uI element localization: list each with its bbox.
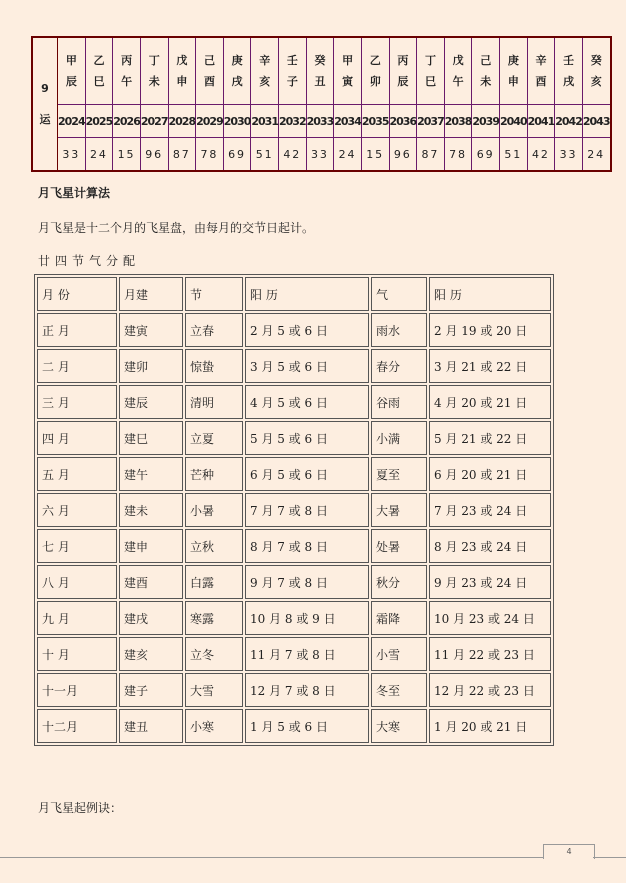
jieqi-cell: 立春 [185, 313, 243, 347]
jieqi-cell: 小暑 [185, 493, 243, 527]
stars-cell: 33 [306, 138, 334, 172]
jieqi-cell: 三 月 [37, 385, 117, 419]
ganzhi-cell [279, 37, 307, 105]
jieqi-cell: 立秋 [185, 529, 243, 563]
jieqi-row [37, 565, 551, 599]
branch: 巳 [424, 75, 436, 88]
branch: 寅 [342, 75, 354, 88]
ganzhi-cell [168, 37, 196, 105]
jieqi-cell: 白露 [185, 565, 243, 599]
stem: 戊 [176, 54, 188, 67]
jieqi-cell: 大暑 [371, 493, 427, 527]
ganzhi-cell [582, 37, 610, 105]
jieqi-cell: 九 月 [37, 601, 117, 635]
stem: 戊 [452, 54, 464, 67]
jieqi-cell: 5 月 21 或 22 日 [429, 421, 551, 455]
jieqi-cell: 12 月 22 或 23 日 [429, 673, 551, 707]
branch: 亥 [259, 75, 271, 88]
stem: 丙 [121, 54, 133, 67]
page-number: 4 [543, 844, 595, 859]
jieqi-cell: 9 月 23 或 24 日 [429, 565, 551, 599]
jieqi-cell: 建酉 [119, 565, 183, 599]
stem: 癸 [314, 54, 326, 67]
jieqi-cell: 小满 [371, 421, 427, 455]
stars-cell: 24 [334, 138, 362, 172]
ganzhi-cell [58, 37, 86, 105]
footer-rule [0, 857, 543, 858]
stem: 壬 [563, 54, 575, 67]
jieqi-cell: 建申 [119, 529, 183, 563]
jieqi-cell: 大雪 [185, 673, 243, 707]
jieqi-cell: 2 月 19 或 20 日 [429, 313, 551, 347]
jieqi-table [34, 274, 554, 746]
stars-cell: 96 [389, 138, 417, 172]
jieqi-cell: 芒种 [185, 457, 243, 491]
stars-cell: 24 [85, 138, 113, 172]
stars-cell: 42 [527, 138, 555, 172]
stars-cell: 15 [361, 138, 389, 172]
ganzhi-cell [500, 37, 528, 105]
stem: 丙 [397, 54, 409, 67]
jieqi-cell: 秋分 [371, 565, 427, 599]
stem: 甲 [65, 54, 77, 67]
jieqi-cell: 八 月 [37, 565, 117, 599]
jieqi-header-cell: 月建 [119, 277, 183, 311]
jieqi-cell: 7 月 7 或 8 日 [245, 493, 369, 527]
jieqi-header-cell: 气 [371, 277, 427, 311]
intro-text: 月飞星是十二个月的飞星盘，由每月的交节日起计。 [38, 221, 315, 235]
ganzhi-cell [389, 37, 417, 105]
jieqi-row [37, 385, 551, 419]
jieqi-cell: 夏至 [371, 457, 427, 491]
jieqi-cell: 小寒 [185, 709, 243, 743]
jieqi-cell: 四 月 [37, 421, 117, 455]
year-cell: 2024 [58, 105, 86, 138]
stars-cell: 87 [168, 138, 196, 172]
jieqi-row [37, 637, 551, 671]
branch: 戌 [231, 75, 243, 88]
stem: 甲 [342, 54, 354, 67]
jieqi-header-cell: 阳 历 [245, 277, 369, 311]
year-cell: 2035 [361, 105, 389, 138]
stem: 癸 [590, 54, 602, 67]
ganzhi-cell [196, 37, 224, 105]
stars-cell: 78 [196, 138, 224, 172]
jieqi-cell: 惊蛰 [185, 349, 243, 383]
jieqi-cell: 二 月 [37, 349, 117, 383]
stars-cell: 87 [417, 138, 445, 172]
jieqi-cell: 建未 [119, 493, 183, 527]
year-cell: 2041 [527, 105, 555, 138]
jieqi-cell: 建子 [119, 673, 183, 707]
ganzhi-cell [306, 37, 334, 105]
branch: 未 [480, 75, 492, 88]
section-title: 月飞星计算法 [38, 186, 111, 200]
jieqi-cell: 11 月 22 或 23 日 [429, 637, 551, 671]
jieqi-cell: 六 月 [37, 493, 117, 527]
stars-cell: 33 [58, 138, 86, 172]
jieqi-cell: 建辰 [119, 385, 183, 419]
jieqi-cell: 4 月 5 或 6 日 [245, 385, 369, 419]
stem: 丁 [424, 54, 436, 67]
stem: 己 [480, 54, 492, 67]
jieqi-cell: 建巳 [119, 421, 183, 455]
jieqi-header-cell: 阳 历 [429, 277, 551, 311]
ganzhi-cell [472, 37, 500, 105]
jieqi-cell: 十二月 [37, 709, 117, 743]
jieqi-cell: 3 月 21 或 22 日 [429, 349, 551, 383]
year-cell: 2034 [334, 105, 362, 138]
jieqi-cell: 12 月 7 或 8 日 [245, 673, 369, 707]
jieqi-cell: 立冬 [185, 637, 243, 671]
branch: 辰 [65, 75, 77, 88]
jieqi-cell: 谷雨 [371, 385, 427, 419]
jieqi-cell: 2 月 5 或 6 日 [245, 313, 369, 347]
jieqi-cell: 十一月 [37, 673, 117, 707]
jieqi-header-cell: 月 份 [37, 277, 117, 311]
ganzhi-row [32, 37, 611, 105]
jieqi-cell: 建午 [119, 457, 183, 491]
ganzhi-cell [555, 37, 583, 105]
ganzhi-cell [527, 37, 555, 105]
jieqi-row [37, 313, 551, 347]
jieqi-title: 廿四节气分配 [38, 254, 141, 268]
branch: 酉 [535, 75, 547, 88]
jieqi-cell: 七 月 [37, 529, 117, 563]
jieqi-header-cell: 节 [185, 277, 243, 311]
jieqi-cell: 1 月 5 或 6 日 [245, 709, 369, 743]
jieqi-cell: 处暑 [371, 529, 427, 563]
jieqi-cell: 10 月 8 或 9 日 [245, 601, 369, 635]
jieqi-cell: 3 月 5 或 6 日 [245, 349, 369, 383]
branch: 酉 [203, 75, 215, 88]
year-cell: 2042 [555, 105, 583, 138]
branch: 子 [286, 75, 298, 88]
stars-cell: 51 [500, 138, 528, 172]
ganzhi-cell [334, 37, 362, 105]
jieqi-cell: 小雪 [371, 637, 427, 671]
year-cell: 2032 [279, 105, 307, 138]
jieqi-row [37, 709, 551, 743]
stars-cell: 69 [472, 138, 500, 172]
jieqi-cell: 大寒 [371, 709, 427, 743]
stars-cell: 24 [582, 138, 610, 172]
ganzhi-cell [85, 37, 113, 105]
stem: 丁 [148, 54, 160, 67]
jieqi-cell: 8 月 7 或 8 日 [245, 529, 369, 563]
jieqi-cell: 9 月 7 或 8 日 [245, 565, 369, 599]
year-cell: 2029 [196, 105, 224, 138]
jieqi-row [37, 421, 551, 455]
jieqi-cell: 清明 [185, 385, 243, 419]
period-number: 9 [41, 82, 49, 95]
jieqi-row [37, 601, 551, 635]
branch: 卯 [369, 75, 381, 88]
jieqi-cell: 建卯 [119, 349, 183, 383]
branch: 亥 [590, 75, 602, 88]
ganzhi-cell [361, 37, 389, 105]
jieqi-cell: 霜降 [371, 601, 427, 635]
jieqi-cell: 6 月 5 或 6 日 [245, 457, 369, 491]
jieqi-cell: 4 月 20 或 21 日 [429, 385, 551, 419]
nine-period-table [31, 36, 612, 172]
stars-row [32, 138, 611, 172]
jieqi-cell: 7 月 23 或 24 日 [429, 493, 551, 527]
jieqi-cell: 冬至 [371, 673, 427, 707]
ganzhi-cell [444, 37, 472, 105]
jieqi-cell: 寒露 [185, 601, 243, 635]
branch: 戌 [563, 75, 575, 88]
year-cell: 2033 [306, 105, 334, 138]
year-cell: 2031 [251, 105, 279, 138]
stem: 庚 [507, 54, 519, 67]
branch: 申 [507, 75, 519, 88]
jieqi-row [37, 493, 551, 527]
stars-cell: 69 [223, 138, 251, 172]
jieqi-cell: 建戌 [119, 601, 183, 635]
year-cell: 2027 [140, 105, 168, 138]
year-cell: 2039 [472, 105, 500, 138]
jieqi-cell: 5 月 5 或 6 日 [245, 421, 369, 455]
year-cell: 2030 [223, 105, 251, 138]
jieqi-cell: 6 月 20 或 21 日 [429, 457, 551, 491]
stars-cell: 96 [140, 138, 168, 172]
branch: 午 [452, 75, 464, 88]
jieqi-row [37, 349, 551, 383]
jieqi-cell: 五 月 [37, 457, 117, 491]
jieqi-cell: 建丑 [119, 709, 183, 743]
jieqi-row [37, 529, 551, 563]
branch: 辰 [397, 75, 409, 88]
jieqi-cell: 1 月 20 或 21 日 [429, 709, 551, 743]
year-cell: 2025 [85, 105, 113, 138]
year-cell: 2036 [389, 105, 417, 138]
jieqi-header-row [37, 277, 551, 311]
stem: 庚 [231, 54, 243, 67]
year-cell: 2043 [582, 105, 610, 138]
jieqi-cell: 十 月 [37, 637, 117, 671]
stem: 辛 [535, 54, 547, 67]
ganzhi-cell [140, 37, 168, 105]
jieqi-cell: 立夏 [185, 421, 243, 455]
branch: 申 [176, 75, 188, 88]
branch: 午 [121, 75, 133, 88]
stars-cell: 42 [279, 138, 307, 172]
year-cell: 2026 [113, 105, 141, 138]
stars-cell: 33 [555, 138, 583, 172]
stem: 壬 [286, 54, 298, 67]
footer-rule-right [593, 857, 626, 858]
jieqi-cell: 11 月 7 或 8 日 [245, 637, 369, 671]
ganzhi-cell [417, 37, 445, 105]
branch: 丑 [314, 75, 326, 88]
period-label [32, 37, 58, 171]
year-cell: 2040 [500, 105, 528, 138]
jieqi-cell: 10 月 23 或 24 日 [429, 601, 551, 635]
stem: 乙 [369, 54, 381, 67]
stem: 辛 [259, 54, 271, 67]
branch: 未 [148, 75, 160, 88]
year-row [32, 105, 611, 138]
ganzhi-cell [223, 37, 251, 105]
footer-text: 月飞星起例诀： [38, 801, 123, 815]
jieqi-cell: 春分 [371, 349, 427, 383]
stem: 乙 [93, 54, 105, 67]
stars-cell: 51 [251, 138, 279, 172]
ganzhi-cell [113, 37, 141, 105]
branch: 巳 [93, 75, 105, 88]
jieqi-row [37, 673, 551, 707]
jieqi-cell: 建亥 [119, 637, 183, 671]
jieqi-cell: 正 月 [37, 313, 117, 347]
period-char: 运 [39, 113, 51, 126]
year-cell: 2037 [417, 105, 445, 138]
stars-cell: 15 [113, 138, 141, 172]
stem: 己 [203, 54, 215, 67]
year-cell: 2038 [444, 105, 472, 138]
jieqi-cell: 8 月 23 或 24 日 [429, 529, 551, 563]
year-cell: 2028 [168, 105, 196, 138]
ganzhi-cell [251, 37, 279, 105]
jieqi-cell: 雨水 [371, 313, 427, 347]
stars-cell: 78 [444, 138, 472, 172]
jieqi-row [37, 457, 551, 491]
jieqi-cell: 建寅 [119, 313, 183, 347]
